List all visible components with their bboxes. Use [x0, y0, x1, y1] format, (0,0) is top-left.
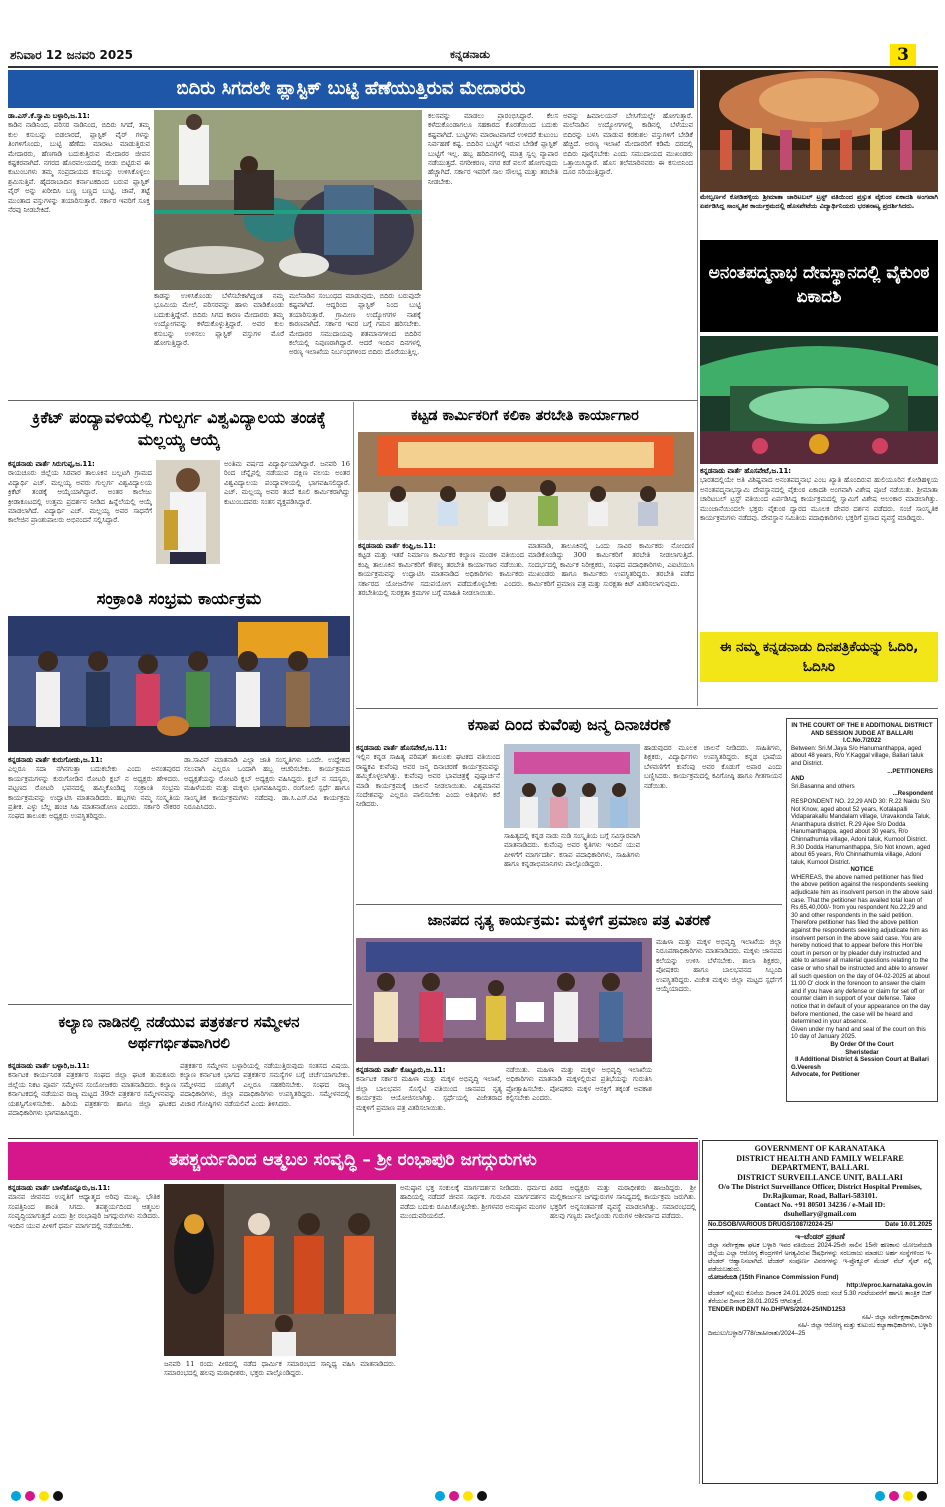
s3-col1: [8, 460, 152, 582]
s1-headline: ಬಿದಿರು ಸಿಗದಲೇ ಪ್ಲಾಸ್ಟಿಕ್ ಬುಟ್ಟಿ ಹೆಣೆಯುತ್ತಿರುವ ಮೇದಾರರು: [8, 70, 694, 108]
s1-byline: ಡಾ.ಎಸ್.ಕೆ.ಸ್ವಾಮಿ ಬಳ್ಳಾರಿ,ಜ.11:: [8, 112, 90, 120]
s2-byline: ಕನ್ನಡನಾಡು ವಾರ್ತೆ ಹೊಸಪೇಟೆ,ಜ.11:: [700, 467, 792, 475]
tender-fund: ಯೋಜನೆಯಡಿ (15th Finance Commission Fund): [708, 1274, 839, 1281]
s1-col5-text: ಅವನ್ನು ಹಿಮಾಲಯನ್ ಬೇಸಿಗೆಯಲ್ಲೇ ಹೋಗುತ್ತಾರೆ. ಮಲೆನಾಡಿನ ಉದ್ಯೋಗಗಳಲ್ಲಿ ಕಾಡಿನಲ್ಲಿ ಬೆಳೆಯುವ ಬಿದಿರನ್ನು ಬಳಸಿ ಮಾಡುವ ಕರಕುಶಲ ವಸ್ತುಗಳಿಗೆ ಬೇಡಿಕೆ ಹೆಚ್ಚಿದೆ. ಅರಣ್ಯ ಇಲಾಖೆ ಮೇದಾರರಿಗೆ ಕಡಿಮೆ ದರದಲ್ಲಿ ಬಿದಿರು ಪೂರೈಸಬೇಕು ಎಂದು ಸಮುದಾಯದ ಮುಖಂಡರು ಒತ್ತಾಯಿಸಿದ್ದಾರೆ. ಹೊಸ ತಲೆಮಾರಿನವರು ಈ ಕಸುಬಿನಿಂದ ದೂರ ಸರಿಯುತ್ತಿದ್ದಾರೆ.: [563, 112, 693, 177]
tender-line2: DISTRICT HEALTH AND FAMILY WELFARE DEPARTMENT, BALLARI.: [736, 1153, 904, 1172]
s7-col1-text: ಕರ್ನಾಟಕ ಸರ್ಕಾರ ಮಹಿಳಾ ಮತ್ತು ಮಕ್ಕಳ ಅಭಿವೃದ್ಧಿ ಇಲಾಖೆ, ಜಿಲ್ಲಾ ಬಾಲಭವನ ಸೊಸೈಟಿ ವತಿಯಿಂದ ಜಾನಪದ ನೃತ್ಯ ಕಾರ್ಯಕ್ರಮ ಆಯೋಜಿಸಲಾಗಿತ್ತು. ಸ್ಪರ್ಧೆಯಲ್ಲಿ ವಿಜೇತರಾದ ಮಕ್ಕಳಿಗೆ ಪ್ರಮಾಣ ಪತ್ರ ವಿತರಿಸಲಾಯಿತು.: [356, 1075, 502, 1112]
s7-col3: [656, 938, 782, 1102]
s6-col3-text: ಹಾಡುವುದರ ಮೂಲಕ ಚಾಲನೆ ನೀಡಿದರು. ಸಾಹಿತಿಗಳು, ಶಿಕ್ಷಕರು, ವಿದ್ಯಾರ್ಥಿಗಳು ಉಪಸ್ಥಿತರಿದ್ದರು. ಕನ್ನಡ ಭಾಷೆಯ ಬೆಳವಣಿಗೆಗೆ ಕುವೆಂಪು ಅವರ ಕೊಡುಗೆ ಅಪಾರ ಎಂದು ಬಣ್ಣಿಸಿದರು. ಕಾರ್ಯಕ್ರಮದಲ್ಲಿ ಕವಿಗೋಷ್ಠಿ ಹಾಗೂ ಗೀತಗಾಯನ ನಡೆಯಿತು.: [644, 744, 782, 790]
s1-col1: [8, 112, 150, 398]
tender-ref: ದಿಮುಲು/ಬಳ್ಳಾರಿ/778/ಜಾಹೀರಾತು/2024–25: [708, 1330, 806, 1337]
s7-col1: [356, 1066, 502, 1134]
court-body3: RESPONDENT NO. 22,29 AND 30: R.22 Naidu S/o Not Know, aged about 52 years, Kotalapalli Vidaparakallu Mandalam village, Uravakonda Taluk, Ananthapura district. R.29 Ajee S/o Dodda Hanumanthappa, aged about 30 years, R/o Chinnathumla village, Adoni taluk, Kurnool District. R.30 Dodda Hanumanthappa, S/o Not known, aged about 65 years, R/o Chinnathumla village, Adoni taluk, Kurnool District.: [791, 797, 931, 866]
court-and: AND: [791, 775, 805, 783]
tender-site: http://eproc.karnataka.gov.in: [846, 1282, 932, 1289]
court-advocate-role: Advocate, for Petitioner: [791, 1071, 860, 1079]
court-petitioners: ...PETITIONERS: [887, 767, 933, 775]
s2-headline: ಅನಂತಪದ್ಮನಾಭ ದೇವಸ್ಥಾನದಲ್ಲಿ ವೈಕುಂಠ ಏಕಾದಶಿ: [700, 240, 938, 332]
divider: [697, 70, 698, 706]
workers-photo: [358, 432, 694, 540]
s1-col4: [428, 112, 558, 398]
s4-col1: [358, 542, 524, 706]
tender-notice: [702, 1140, 938, 1484]
s4-byline: ಕನ್ನಡನಾಡು ವಾರ್ತೆ ಕಂಪ್ಲಿ,ಜ.11:: [358, 542, 436, 550]
tender-sign1: ಸಹಿ/- ಜಿಲ್ಲಾ ಸರ್ವೇಕ್ಷಣಾಧಿಕಾರಿಗಳು: [861, 1314, 932, 1321]
tender-line4: O/o The District Surveillance Officer, District Hospital Premises, Dr.Rajkumar, Road, Ballari-583101.: [718, 1182, 922, 1200]
cmyk-dots-left: [11, 1491, 63, 1501]
court-heading: IN THE COURT OF THE II ADDITIONAL DISTRICT AND SESSION JUDGE AT BALLARI: [791, 722, 933, 737]
cricket-photo: [156, 460, 220, 564]
court-body4: WHEREAS, the above named petitioner has filed the above petition against the respondents seeking adjudicate him as insolvent person in the above said case. That the petitioner has availed total loan of Rs.65,40,000/- from you respondent No.22,29 and 30 and other respondents in the said petition. Therefore petitioner has filed the above petition against the respondents seeking adjudicate him as insolvent person in the above said case. You are hereby noticed that to appear before this Hon'ble court in person or by pleader duly instructed and able to answer all material questions relating to the case or who shall be instructed and able to answer all such question on the day of 04-02-2025 at about 11:00 O' clock in the forenoon to answer the claim and if you have any defense or claim for set off or counter claim in support of your defense. Take notice that in default of your appearance on the day before mentioned, the case will be heard and determined in your absence.: [791, 873, 933, 1026]
s8-headline: ಕಲ್ಯಾಣ ನಾಡಿನಲ್ಲಿ ನಡೆಯುವ ಪತ್ರಕರ್ತರ ಸಮ್ಮೇಳನ ಅರ್ಥಗರ್ಭಿತವಾಗಿರಲಿ: [58, 1013, 300, 1052]
tender-email: dsuhellary@gmail.com: [783, 1209, 857, 1218]
registration-marks: [0, 1488, 945, 1507]
s5-col1: [8, 756, 180, 1002]
s3-byline: ಕನ್ನಡನಾಡು ವಾರ್ತೆ ಸಿರುಗುಪ್ಪ,ಜ.11:: [8, 460, 95, 468]
header-rule: [8, 66, 938, 68]
s2-body: [700, 467, 938, 629]
dance-photo: [700, 70, 938, 192]
s1-col3: [289, 292, 421, 398]
s9-col2-text: ಜನವರಿ 11 ರಂದು ಪೀಠದಲ್ಲಿ ನಡೆದ ಧಾರ್ಮಿಕ ಸಮಾರಂಭದ ಸಾನ್ನಿಧ್ಯ ವಹಿಸಿ ಮಾತನಾಡಿದರು. ಸಮಾರಂಭದಲ್ಲಿ ಹಲವು ಮಠಾಧೀಶರು, ಭಕ್ತರು ಪಾಲ್ಗೊಂಡಿದ್ದರು.: [164, 1360, 396, 1378]
s6-col3: [644, 744, 782, 900]
s3-col2-text: ಅಂತಿಮ ವರ್ಷದ ವಿದ್ಯಾರ್ಥಿಯಾಗಿದ್ದಾರೆ. ಜನವರಿ 16 ರಿಂದ ಚೆನ್ನೈನಲ್ಲಿ ನಡೆಯುವ ದಕ್ಷಿಣ ವಲಯ ಅಂತರ ವಿಶ್ವವಿದ್ಯಾಲಯ ಪಂದ್ಯಾವಳಿಯಲ್ಲಿ ಭಾಗವಹಿಸಲಿದ್ದಾರೆ. ಎಚ್. ಮಲ್ಲಯ್ಯ ಅವರ ತಂದೆ ಕೂಲಿ ಕಾರ್ಮಿಕರಾಗಿದ್ದು ಕುಟುಂಬದವರು ಸಂತಸ ವ್ಯಕ್ತಪಡಿಸಿದ್ದಾರೆ.: [224, 460, 350, 506]
s1-col2-text: ಕಾಡನ್ನು ಉಳಿಸಿಕೊಂಡು ಬೆಳೆಸಬೇಕಾಗಿದ್ದಂತ ನಮ್ಮ ಭೂಮಿಯ ಮೇಲೆ, ಪರಿಸರವನ್ನು ಹಾಳು ಮಾಡಿಕೊಂಡು ಬದುಕುತ್ತಿದ್ದೇವೆ. ಬಿದಿರು ಸಿಗದ ಕಾರಣ ಮೇದಾರರು ತಮ್ಮ ಉದ್ಯೋಗವನ್ನು ಕಳೆದುಕೊಳ್ಳುತ್ತಿದ್ದಾರೆ. ಅವರ ಕುಲ ಕಸುಬನ್ನು ಉಳಿಸಲು ಪ್ಲಾಸ್ಟಿಕ್ ವಸ್ತುಗಳ ಮೊರೆ ಹೋಗುತ್ತಿದ್ದಾರೆ.: [154, 292, 284, 348]
s9-headline: ತಪಶ್ಚರ್ಯದಿಂದ ಆತ್ಮಬಲ ಸಂವೃದ್ಧಿ – ಶ್ರೀ ರಂಭಾಪುರಿ ಜಗದ್ಗುರುಗಳು: [8, 1142, 698, 1180]
s5-byline: ಕನ್ನಡನಾಡು ವಾರ್ತೆ ಕುರುಗೋಡು,ಜ.11:: [8, 756, 103, 764]
s6-col1-text: ಇಲ್ಲಿನ ಕನ್ನಡ ಸಾಹಿತ್ಯ ಪರಿಷತ್ ತಾಲೂಕು ಘಟಕದ ವತಿಯಿಂದ ರಾಷ್ಟ್ರಕವಿ ಕುವೆಂಪು ಅವರ ಜನ್ಮ ದಿನಾಚರಣೆ ಕಾರ್ಯಕ್ರಮವನ್ನು ಹಮ್ಮಿಕೊಳ್ಳಲಾಗಿತ್ತು. ಕುವೆಂಪು ಅವರ ಭಾವಚಿತ್ರಕ್ಕೆ ಪುಷ್ಪಾರ್ಚನೆ ಮಾಡಿ ಕಾರ್ಯಕ್ರಮಕ್ಕೆ ಚಾಲನೆ ನೀಡಲಾಯಿತು. ವಿಶ್ವಮಾನವ ಸಂದೇಶವನ್ನು ಎಲ್ಲರೂ ಪಾಲಿಸಬೇಕು ಎಂದು ಅತಿಥಿಗಳು ಕರೆ ನೀಡಿದರು.: [356, 753, 500, 809]
s7-headline: ಜಾನಪದ ನೃತ್ಯ ಕಾರ್ಯಕ್ರಮ: ಮಕ್ಕಳಿಗೆ ಪ್ರಮಾಣ ಪತ್ರ ವಿತರಣೆ: [427, 912, 711, 929]
tender-line1: GOVERNMENT OF KARANATAKA: [754, 1144, 886, 1153]
masthead: ಕನ್ನಡನಾಡು: [449, 48, 491, 61]
temple-photo: [700, 336, 938, 464]
divider: [353, 402, 354, 1136]
s7-col3-text: ಮಹಿಳಾ ಮತ್ತು ಮಕ್ಕಳ ಅಭಿವೃದ್ಧಿ ಇಲಾಖೆಯ ಜಿಲ್ಲಾ ನಿರೂಪಣಾಧಿಕಾರಿಗಳು ಮಾತನಾಡಿದರು. ಮಕ್ಕಳು ಜಾನಪದ ಕಲೆಯನ್ನು ಉಳಿಸಿ ಬೆಳೆಸಬೇಕು. ಶಾಲಾ ಶಿಕ್ಷಕರು, ಪೋಷಕರು ಹಾಗೂ ಬಾಲಭವನದ ಸಿಬ್ಬಂದಿ ಉಪಸ್ಥಿತರಿದ್ದರು. ವಿಜೇತ ಮಕ್ಕಳು ಜಿಲ್ಲಾ ಮಟ್ಟದ ಸ್ಪರ್ಧೆಗೆ ಆಯ್ಕೆಯಾದರು.: [656, 938, 782, 994]
court-sheristedar: Sheristedar: [845, 1048, 879, 1056]
court-advocate: G.Veeresh: [791, 1063, 821, 1071]
s7-col2: [506, 1066, 652, 1134]
court-body1: Between: Sri.M.Jaya S/o Hanumanthappa, aged about 48 years, R/o Y.Kaggal village, Ballari taluk and District.: [791, 744, 924, 767]
divider: [699, 1140, 700, 1484]
court-notice-title: NOTICE: [850, 866, 874, 874]
s8-col2-text: ಪತ್ರಕರ್ತರ ಸಮ್ಮೇಳನ ಬಳ್ಳಾರಿಯಲ್ಲಿ ನಡೆಯುತ್ತಿರುವುದು ಸಂತಸದ ವಿಷಯ. ಕಲ್ಯಾಣ ಕರ್ನಾಟಕ ಭಾಗದ ಪತ್ರಕರ್ತರ ಸಮಸ್ಯೆಗಳ ಬಗ್ಗೆ ಚರ್ಚೆಯಾಗಬೇಕು. ಸಮ್ಮೇಳನದ ಯಶಸ್ಸಿಗೆ ಎಲ್ಲರೂ ಸಹಕರಿಸಬೇಕು. ಸಂಘದ ರಾಜ್ಯ ಪದಾಧಿಕಾರಿಗಳು, ಜಿಲ್ಲಾ ಪದಾಧಿಕಾರಿಗಳು ಉಪಸ್ಥಿತರಿದ್ದರು. ಸಮ್ಮೇಳನದಲ್ಲಿ ವಿಚಾರ ಗೋಷ್ಠಿಗಳು ನಡೆಯಲಿವೆ ಎಂದು ತಿಳಿಸಿದರು.: [180, 1062, 350, 1108]
divider: [356, 708, 938, 709]
s1-col1-text: ಕಾಡಿನ ನಾಡಿನಿಂದ, ಪರಿಸರ ನಾಡಿನಿಂದ, ಬಿದಿರು ಸಿಗದೆ, ತಮ್ಮ ಕುಲ ಕಸುಬನ್ನು ಬಿಡಲಾರದೆ, ಪ್ಲಾಸ್ಟಿಕ್ ವೈರ್ ಗಳನ್ನು ತಿಂಗಳಿಗೊಂದು, ಬುಟ್ಟಿ ಹೆಣೆದು ಮಾರಾಟ ಮಾಡುತ್ತಿರುವ ಮೇದಾರರು, ಹೆಣಗಾಡಿ ಬದುಕುತ್ತಿರುವ ಮೇದಾರರ ಜೀವನ ಕಷ್ಟಕರವಾಗಿದೆ. ನಗರದ ಹೊರವಲಯದಲ್ಲಿ ಬೀಡು ಬಿಟ್ಟಿರುವ ಈ ಕುಟುಂಬಗಳು ತಮ್ಮ ಸಂಪ್ರದಾಯದ ಕಸುಬನ್ನು ಉಳಿಸಿಕೊಳ್ಳಲು ಶ್ರಮಿಸುತ್ತಿವೆ. ಹೈದರಾಬಾದಿನ ಕರ್ನಾಟಕದಿಂದ ಬರುವ ಪ್ಲಾಸ್ಟಿಕ್ ವೈರ್ ಅನ್ನು ಖರೀದಿಸಿ ಬಣ್ಣ ಬಣ್ಣದ ಬುಟ್ಟಿ, ಚಾಪೆ, ತಟ್ಟೆ ಮುಂತಾದ ವಸ್ತುಗಳನ್ನು ತಯಾರಿಸುತ್ತಾರೆ. ಸರ್ಕಾರ ಇವರಿಗೆ ಸೂಕ್ತ ನೆರವು ನೀಡಬೇಕಿದೆ.: [8, 121, 150, 215]
s6-col2-text: ಸಾಹಿತ್ಯದಲ್ಲಿ ಕನ್ನಡ ನಾಡು ನುಡಿ ಸಂಸ್ಕೃತಿಯ ಬಗ್ಗೆ ಸವಿಸ್ತಾರವಾಗಿ ಮಾತನಾಡಿದರು. ಕುವೆಂಪು ಅವರ ಕೃತಿಗಳು ಇಂದಿನ ಯುವ ಪೀಳಿಗೆಗೆ ಮಾರ್ಗದರ್ಶಿ. ಕಸಾಪ ಪದಾಧಿಕಾರಿಗಳು, ಸಾಹಿತಿಗಳು ಹಾಗೂ ಕನ್ನಡಾಭಿಮಾನಿಗಳು ಪಾಲ್ಗೊಂಡಿದ್ದರು.: [504, 832, 640, 869]
divider: [8, 1004, 352, 1005]
s5-col2: [184, 756, 350, 1002]
s1-col2: [154, 292, 284, 398]
s9-col3-text: ಅನುಷ್ಠಾನ ಭಕ್ತ ಸಂಕುಲಕ್ಕೆ ಮಾರ್ಗದರ್ಶನ ನೀಡಿದರು. ಧರ್ಮದ ಹಾದಿಯಲ್ಲಿ ನಡೆದರೆ ಜೀವನ ಸಾರ್ಥಕ. ಗುರುವಿನ ಮಾರ್ಗದರ್ಶನ ಪಡೆದು ಬದುಕು ರೂಪಿಸಿಕೊಳ್ಳಬೇಕು. ಶ್ರೀಗಳವರ ಅನುಷ್ಠಾನ ಮಂಗಳ ಮುಂದುವರಿಯಲಿದೆ.: [400, 1184, 546, 1221]
swamiji-photo: [164, 1184, 396, 1356]
s9-col4-text: ಪಿಠದ ಅಧ್ಯಕ್ಷರು ಮತ್ತು ಮಠಾಧೀಶರು ಹಾಜರಿದ್ದರು. ಶ್ರೀ ಮಲ್ಲಿಕಾರ್ಜುನ ಜಗದ್ಗುರುಗಳ ಸಾನಿಧ್ಯದಲ್ಲಿ ಕಾರ್ಯಕ್ರಮ ಜರುಗಿತು. ಭಕ್ತರಿಗೆ ಅನ್ನಸಂತರ್ಪಣೆ ವ್ಯವಸ್ಥೆ ಮಾಡಲಾಗಿತ್ತು. ಸಮಾರಂಭದಲ್ಲಿ ಹಲವು ಗಣ್ಯರು ಪಾಲ್ಗೊಂಡು ಗುರುಗಳ ಆಶೀರ್ವಾದ ಪಡೆದರು.: [550, 1184, 696, 1221]
tender-sign2: ಸಹಿ/- ಜಿಲ್ಲಾ ಆರೋಗ್ಯ ಮತ್ತು ಕುಟುಂಬ ಕಲ್ಯಾಣಾಧಿಕಾರಿಗಳು, ಬಳ್ಳಾರಿ: [797, 1322, 932, 1329]
s6-headline: ಕಸಾಪ ದಿಂದ ಕುವೆಂಪು ಜನ್ಮ ದಿನಾಚರಣೆ: [467, 715, 671, 735]
folk-dance-photo: [356, 938, 652, 1062]
header-bar: [0, 44, 945, 66]
s8-col1: [8, 1062, 176, 1134]
s6-byline: ಕನ್ನಡನಾಡು ವಾರ್ತೆ ಹೊಸಪೇಟೆ,ಜ.11:: [356, 744, 448, 752]
s8-col2: [180, 1062, 350, 1134]
header-date: ಶನಿವಾರ 12 ಜನವರಿ 2025: [10, 48, 133, 62]
s1-col5: [563, 112, 693, 398]
s3-col1-text: ರಾಯಚೂರು ಜಿಲ್ಲೆಯ ಸಿರವಾರ ತಾಲೂಕಿನ ಬಲ್ಲಟಗಿ ಗ್ರಾಮದ ವಿದ್ಯಾರ್ಥಿ ಎಚ್. ಮಲ್ಲಯ್ಯ ಅವರು ಗುಲ್ಬರ್ಗ ವಿಶ್ವವಿದ್ಯಾಲಯ ಕ್ರಿಕೆಟ್ ತಂಡಕ್ಕೆ ಆಯ್ಕೆಯಾಗಿದ್ದಾರೆ. ಅಂತರ ಕಾಲೇಜು ಕ್ರೀಡಾಕೂಟದಲ್ಲಿ ಉತ್ತಮ ಪ್ರದರ್ಶನ ನೀಡಿದ ಹಿನ್ನೆಲೆಯಲ್ಲಿ ಆಯ್ಕೆ ಮಾಡಲಾಗಿದೆ. ವಿದ್ಯಾರ್ಥಿ ಎಚ್. ಮಲ್ಲಯ್ಯ ಅವರ ಸಾಧನೆಗೆ ಕಾಲೇಜಿನ ಪ್ರಾಂಶುಪಾಲರು ಅಭಿನಂದನೆ ಸಲ್ಲಿಸಿದ್ದಾರೆ.: [8, 469, 152, 525]
court-body2: Sri.Basanna and others: [791, 782, 855, 790]
s1-photo-weavers: [154, 110, 422, 290]
s9-col2: [164, 1360, 396, 1482]
s4-col1-text: ಕಟ್ಟಡ ಮತ್ತು ಇತರೆ ನಿರ್ಮಾಣ ಕಾರ್ಮಿಕರ ಕಲ್ಯಾಣ ಮಂಡಳಿ ವತಿಯಿಂದ ಕಂಪ್ಲಿ ತಾಲೂಕಿನ ಕಾರ್ಮಿಕರಿಗೆ ಕೌಶಲ್ಯ ತರಬೇತಿ ಕಾರ್ಯಾಗಾರ ನಡೆಯಿತು. ಕಾರ್ಯಕ್ರಮವನ್ನು ಉದ್ಘಾಟಿಸಿ ಮಾತನಾಡಿದ ಅಧಿಕಾರಿಗಳು ಕಾರ್ಮಿಕರು ಸರ್ಕಾರದ ಯೋಜನೆಗಳ ಸದುಪಯೋಗ ಪಡೆದುಕೊಳ್ಳಬೇಕು ಎಂದರು. ತರಬೇತಿಯಲ್ಲಿ ಸುರಕ್ಷತಾ ಕ್ರಮಗಳ ಬಗ್ಗೆ ಮಾಹಿತಿ ನೀಡಲಾಯಿತು.: [358, 551, 524, 598]
tender-line5: Contact No. +91 80501 34236 / e-Mail ID:: [754, 1200, 886, 1209]
s2-body-text: ಭಾರತದಲ್ಲಿಯೇ ಅತಿ ವಿಶಿಷ್ಟವಾದ ಅನಂತಪದ್ಮನಾಭ ಎಂಬ ಖ್ಯಾತಿ ಹೊಂದಿರುವ ಹುಲಿಯೂರಿನ ಕೋಡಿಹಳ್ಳಿಯ ಅನಂತಪದ್ಮನಾಭಸ್ವಾಮಿ ದೇವಸ್ಥಾನದಲ್ಲಿ ವೈಕುಂಠ ಏಕಾದಶಿ ಅಂಗವಾಗಿ ವಿಶೇಷ ಪೂಜೆ ನಡೆಯಿತು. ಶ್ರೀಮಾತಾ ಚಾರಿಟಬಲ್ ಟ್ರಸ್ಟ್ ವತಿಯಿಂದ ಏರ್ಪಡಿಸಿದ್ದ ಕಾರ್ಯಕ್ರಮದಲ್ಲಿ ಸ್ವಾಮಿಗೆ ವಿಶೇಷ ಅಲಂಕಾರ ಮಾಡಲಾಗಿತ್ತು. ಮುಂಜಾನೆಯಿಂದಲೇ ಭಕ್ತರು ವೈಕುಂಠ ದ್ವಾರದ ಮೂಲಕ ದೇವರ ದರ್ಶನ ಪಡೆದರು. ಸಂಜೆ ಸಾಂಸ್ಕೃತಿಕ ಕಾರ್ಯಕ್ರಮಗಳು ನಡೆದವು. ದೇವಸ್ಥಾನ ಸಮಿತಿಯ ಪದಾಧಿಕಾರಿಗಳು ಭಕ್ತರಿಗೆ ಪ್ರಸಾದ ವ್ಯವಸ್ಥೆ ಮಾಡಿದ್ದರು.: [700, 476, 938, 523]
s4-col2-text: ಮಾತನಾಡಿ, ತಾಲೂಕಿನಲ್ಲಿ ಒಂದು ಸಾವಿರ ಕಾರ್ಮಿಕರು ನೋಂದಣಿ ಮಾಡಿಕೊಂಡಿದ್ದು 300 ಕಾರ್ಮಿಕರಿಗೆ ತರಬೇತಿ ನೀಡಲಾಗುತ್ತಿದೆ. ಸಂದರ್ಭದಲ್ಲಿ ಕಾರ್ಮಿಕ ನಿರೀಕ್ಷಕರು, ಸಂಘದ ಪದಾಧಿಕಾರಿಗಳು, ಎಐಟಿಯುಸಿ ಮುಖಂಡರು ಹಾಗೂ ಕಾರ್ಮಿಕರು ಉಪಸ್ಥಿತರಿದ್ದರು. ತರಬೇತಿ ಪಡೆದ ಕಾರ್ಮಿಕರಿಗೆ ಪ್ರಮಾಣ ಪತ್ರ ಮತ್ತು ಸುರಕ್ಷತಾ ಕಿಟ್ ವಿತರಿಸಲಾಗುವುದು.: [528, 542, 694, 588]
court-respondent: ...Respondent: [892, 790, 933, 798]
page-number: 3: [897, 45, 909, 65]
s9-col1: [8, 1184, 160, 1482]
sankranti-photo: [8, 616, 350, 752]
s8-col1-text: ಕರ್ನಾಟಕ ಕಾರ್ಯನಿರತ ಪತ್ರಕರ್ತರ ಸಂಘದ ಜಿಲ್ಲಾ ಘಟಕ ತುಮಕೂರು ಜಿಲ್ಲೆಯ ನಿಕಟ ಪೂರ್ವ ಸಮ್ಮೇಳನ ಸಂಯೋಜಕರು ಮಾತನಾಡಿದರು. ಕಲ್ಯಾಣ ಕರ್ನಾಟಕದಲ್ಲಿ ನಡೆಯುವ ರಾಜ್ಯ ಮಟ್ಟದ 39ನೇ ಪತ್ರಕರ್ತರ ಸಮ್ಮೇಳನವನ್ನು ಯಶಸ್ವಿಗೊಳಿಸಬೇಕು. ಹಿರಿಯ ಪತ್ರಕರ್ತರು ಹಾಗೂ ಜಿಲ್ಲಾ ಘಟಕದ ಪದಾಧಿಕಾರಿಗಳು ಭಾಗವಹಿಸಿದ್ದರು.: [8, 1071, 176, 1118]
kuvempu-photo: [504, 744, 640, 828]
promo-box: ಈ ನಮ್ಮ ಕನ್ನಡನಾಡು ದಿನಪತ್ರಿಕೆಯನ್ನು ಓದಿರಿ, ಓದಿಸಿರಿ: [700, 632, 938, 682]
s8-byline: ಕನ್ನಡನಾಡು ವಾರ್ತೆ ಬಳ್ಳಾರಿ,ಜ.11:: [8, 1062, 90, 1070]
court-case: I.C.No.7/2022: [843, 737, 881, 745]
s9-col4: [550, 1184, 696, 1482]
s9-col3: [400, 1184, 546, 1482]
s3-col2: [224, 460, 350, 582]
tender-indent: TENDER INDENT No.DHFWS/2024-25/IND1253: [708, 1306, 846, 1313]
s9-byline: ಕನ್ನಡನಾಡು ವಾರ್ತೆ ಬಾಳೆಹೊನ್ನೂರು,ಜ.11:: [8, 1184, 111, 1192]
s1-col4-text: ಕಲಸವನ್ನು ಮಾಡಲು ಪ್ರಾರಂಭಿಸಿದ್ದಾರೆ. ಕೆಲಸ ಕಳೆದುಕೊಂಡಾಗಲೂ ಸಹಕಾರದ ಕೊರತೆಯಿಂದ ಬದುಕು ಕಷ್ಟವಾಗಿದೆ. ಬುಟ್ಟಿಗಳು ಮಾರಾಟವಾಗದೆ ಉಳಿದರೆ ಕುಟುಂಬ ನಿರ್ವಹಣೆ ಕಷ್ಟ. ಬಿದಿರಿನ ಬುಟ್ಟಿಗೆ ಇರುವ ಬೇಡಿಕೆ ಪ್ಲಾಸ್ಟಿಕ್ ಬುಟ್ಟಿಗೆ ಇಲ್ಲ. ಹಬ್ಬ ಹರಿದಿನಗಳಲ್ಲಿ ಮಾತ್ರ ಸ್ವಲ್ಪ ವ್ಯಾಪಾರ ನಡೆಯುತ್ತದೆ. ನಗರೀಕರಣ, ನಗರ ಕಡೆ ವಲಸೆ ಹೋಗುವುದು ಹೆಚ್ಚಾಗಿದೆ. ಸರ್ಕಾರ ಇವರಿಗೆ ಸಾಲ ಸೌಲಭ್ಯ ಮತ್ತು ತರಬೇತಿ ನೀಡಬೇಕು.: [428, 112, 558, 186]
court-order: By Order Of the Court: [830, 1040, 894, 1048]
s7-col2-text: ನಡೆಯಿತು. ಮಹಿಳಾ ಮತ್ತು ಮಕ್ಕಳ ಅಭಿವೃದ್ಧಿ ಇಲಾಖೆಯ ಅಧಿಕಾರಿಗಳು ಮಾತನಾಡಿ ಮಕ್ಕಳಲ್ಲಿರುವ ಪ್ರತಿಭೆಯನ್ನು ಗುರುತಿಸಿ ಪ್ರೋತ್ಸಾಹಿಸಬೇಕು. ಪೋಷಕರು ಮಕ್ಕಳ ಆಸಕ್ತಿಗೆ ತಕ್ಕಂತೆ ಅವಕಾಶ ಕಲ್ಪಿಸಬೇಕು ಎಂದರು.: [506, 1066, 652, 1103]
dance-caption: ಮೇಲ್ವರ್ಣನೆ ಕೋಡಿಹಳ್ಳಿಯ ಶ್ರೀಮಾತಾ ಚಾರಿಟಬಲ್ ಟ್ರಸ್ಟ್ ವತಿಯಿಂದ ಪ್ರಸ್ತುತ ವೈಕುಂಠ ಏಕಾದಶಿ ಅಂಗವಾಗಿ ಏರ್ಪಡಿಸಿದ್ದ ಸಾಂಸ್ಕೃತಿಕ ಕಾರ್ಯಕ್ರಮದಲ್ಲಿ ಹೊಸಪೇಟೆಯ ವಿದ್ಯಾರ್ಥಿನಿಯರು ಭರತನಾಟ್ಯ ಪ್ರದರ್ಶಿಸಿದರು.: [700, 193, 938, 210]
tender-title: ಇ–ಟೆಂಡರ್ ಪ್ರಕಟಣೆ: [795, 1232, 845, 1241]
divider: [8, 400, 698, 401]
s9-col1-text: ಮಾನವ ಜೀವನದ ಉನ್ನತಿಗೆ ಆಧ್ಯಾತ್ಮದ ಅರಿವು ಮುಖ್ಯ. ಭೌತಿಕ ಸಂಪತ್ತಿನಿಂದ ಶಾಂತಿ ಸಿಗದು. ತಪಶ್ಚರ್ಯದಿಂದ ಆತ್ಮಬಲ ಸಂವೃದ್ಧಿಯಾಗುತ್ತದೆ ಎಂದು ಶ್ರೀ ರಂಭಾಪುರಿ ಜಗದ್ಗುರುಗಳು ನುಡಿದರು. ಇಂದಿನ ಯುವ ಪೀಳಿಗೆ ಧರ್ಮ ಮಾರ್ಗದಲ್ಲಿ ನಡೆಯಬೇಕು.: [8, 1193, 160, 1230]
s5-headline: ಸಂಕ್ರಾಂತಿ ಸಂಭ್ರಮ ಕಾರ್ಯಕ್ರಮ: [96, 588, 262, 608]
s4-headline: ಕಟ್ಟಡ ಕಾರ್ಮಿಕರಿಗೆ ಕಲಿಕಾ ತರಬೇತಿ ಕಾರ್ಯಾಗಾರ: [411, 407, 639, 424]
s5-col2-text: ಡಾ.ಸಾವಿನ್ ಮಾತನಾಡಿ ಎಲ್ಲಾ ಜಾತಿ ಸಂಸ್ಕೃತಿಗಳು ಒಂದೇ. ಉದ್ದೇಶದ ಸಲುವಾಗಿ ಎಲ್ಲರೂ ಒಂದಾಗಿ ಹಬ್ಬ ಆಚರಿಸಬೇಕು. ಕಾರ್ಯಕ್ರಮದ ಅಧ್ಯಕ್ಷತೆಯನ್ನು ರೋಟರಿ ಕ್ಲಬ್ ಅಧ್ಯಕ್ಷರು ವಹಿಸಿದ್ದರು. ಕ್ಲಬ್ ನ ಸದಸ್ಯರು, ಮಹಿಳೆಯರು ಮತ್ತು ಮಕ್ಕಳು ಭಾಗವಹಿಸಿದ್ದರು. ರಂಗೋಲಿ ಸ್ಪರ್ಧೆ ಹಾಗೂ ಸಾಂಸ್ಕೃತಿಕ ಕಾರ್ಯಕ್ರಮಗಳು ನಡೆದವು. ಡಾ.ಸಿ.ಎಸ್.ರವಿ ಕಾರ್ಯಕ್ರಮ ನಿರೂಪಿಸಿದರು.: [184, 756, 350, 812]
s1-col3-text: ಮಲೆನಾಡಿನ ಸಂಬಂಧದ ಮಾಡುವುದು, ಬಿದಿರು ಬರುವುದೇ ಕಷ್ಟವಾಗಿದೆ. ಆದ್ದರಿಂದ ಪ್ಲಾಸ್ಟಿಕ್ ನಿಂದ ಬುಟ್ಟಿ ತಯಾರಿಸುತ್ತಾರೆ. ಗ್ರಾಮೀಣ ಉದ್ಯೋಗಗಳ ನಾಶಕ್ಕೆ ಕಾರಣವಾಗಿದೆ. ಸರ್ಕಾರ ಇವರ ಬಗ್ಗೆ ಗಮನ ಹರಿಸಬೇಕು. ಮೇದಾರರ ಸಮುದಾಯವು ಶತಮಾನಗಳಿಂದ ಬಿದಿರಿನ ಕಲೆಯಲ್ಲಿ ನಿಪುಣರಾಗಿದ್ದಾರೆ. ಆದರೆ ಇಂದಿನ ದಿನಗಳಲ್ಲಿ ಅರಣ್ಯ ಇಲಾಖೆಯ ನಿರ್ಬಂಧಗಳಿಂದ ಬಿದಿರು ದೊರೆಯುತ್ತಿಲ್ಲ.: [289, 292, 421, 357]
s3-headline: ಕ್ರಿಕೆಟ್ ಪಂದ್ಯಾವಳಿಯಲ್ಲಿ ಗುಲ್ಬರ್ಗ ವಿಶ್ವವಿದ್ಯಾಲಯ ತಂಡಕ್ಕೆ ಮಲ್ಲಯ್ಯ ಆಯ್ಕೆ: [32, 408, 326, 449]
tender-refdate: Date 10.01.2025: [885, 1221, 932, 1228]
tender-body: ಜಿಲ್ಲಾ ಸರ್ವೇಕ್ಷಣಾ ಘಟಕ ಬಳ್ಳಾರಿ ಇವರ ವತಿಯಿಂದ 2024-25ನೇ ಸಾಲಿನ 15ನೇ ಹಣಕಾಸು ಯೋಜನೆಯಡಿ ಜಿಲ್ಲೆಯ ಎಲ್ಲಾ ಆರೋಗ್ಯ ಕೇಂದ್ರಗಳಿಗೆ ಅಗತ್ಯವಿರುವ ಔಷಧಿಗಳನ್ನು ಸರಬರಾಜು ಮಾಡಲು ಅರ್ಹ ಸಂಸ್ಥೆಗಳಿಂದ ಇ-ಟೆಂಡರ್ ಆಹ್ವಾನಿಸಲಾಗಿದೆ. ಟೆಂಡರ್ ಸಂಪೂರ್ಣ ವಿವರಗಳನ್ನು ಇ-ಪ್ರೊಕ್ಯೂರ್ ಮೆಂಟ್ ವೆಬ್ ಸೈಟ್ ನಲ್ಲಿ ಪಡೆಯಬಹುದು.: [708, 1242, 932, 1273]
tender-line3: DISTRICT SURVEILLANCE UNIT, BALLARI: [737, 1172, 903, 1182]
tender-ref-row: [708, 1220, 932, 1230]
divider: [356, 904, 782, 905]
court-name: II Additional District & Session Court at Ballari: [795, 1056, 929, 1064]
page-number-box: [890, 44, 916, 66]
s4-col2: [528, 542, 694, 706]
s7-byline: ಕನ್ನಡನಾಡು ವಾರ್ತೆ ಕೊಟ್ಟೂರು,ಜ.11:: [356, 1066, 446, 1074]
s6-col1: [356, 744, 500, 900]
court-notice: [786, 718, 938, 1102]
court-body5: Given under my hand and seal of the court on this 10 day of January 2025.: [791, 1025, 926, 1041]
tender-body2: ಟೆಂಡರ್ ಸಲ್ಲಿಸಲು ಕೊನೆಯ ದಿನಾಂಕ 24.01.2025 ರಂದು ಸಂಜೆ 5.30 ಗಂಟೆಯವರೆಗೆ ಹಾಗೂ ತಾಂತ್ರಿಕ ಬಿಡ್ ತೆರೆಯುವ ದಿನಾಂಕ 28.01.2025 ಆಗಿರುತ್ತದೆ.: [708, 1290, 932, 1305]
tender-refno: No.DSOB/VARIOUS DRUGS/1087/2024-25/: [708, 1221, 834, 1228]
s5-col1-text: ಎಲ್ಲರೂ ಸದಾ ನಗಿನಗುತ್ತಾ ಬದುಕಬೇಕು ಎಂದು ಅನಂತಪುರದ ಕಾರ್ಯಕ್ರಮಗಳನ್ನು ಕುರುಗೋಡಿನ ರೋಟರಿ ಕ್ಲಬ್ ನ ಅಧ್ಯಕ್ಷರು ಹೇಳಿದರು. ಪಟ್ಟಣದ ರೋಟರಿ ಭವನದಲ್ಲಿ ಹಮ್ಮಿಕೊಂಡಿದ್ದ ಸಂಕ್ರಾಂತಿ ಸಂಭ್ರಮ ಕಾರ್ಯಕ್ರಮವನ್ನು ಉದ್ಘಾಟಿಸಿ ಮಾತನಾಡಿದರು. ಹಬ್ಬಗಳು ನಮ್ಮ ಸಂಸ್ಕೃತಿಯ ಪ್ರತೀಕ. ಎಳ್ಳು ಬೆಲ್ಲ ಹಂಚಿ ಸಿಹಿ ಮಾತನಾಡೋಣ ಎಂದರು. ಸರ್ಕಾರಿ ನೌಕರರ ಸಂಘದ ತಾಲೂಕು ಅಧ್ಯಕ್ಷರು ಉಪಸ್ಥಿತರಿದ್ದರು.: [8, 765, 180, 821]
s6-col2: [504, 832, 640, 900]
section-rule: [8, 1138, 698, 1139]
